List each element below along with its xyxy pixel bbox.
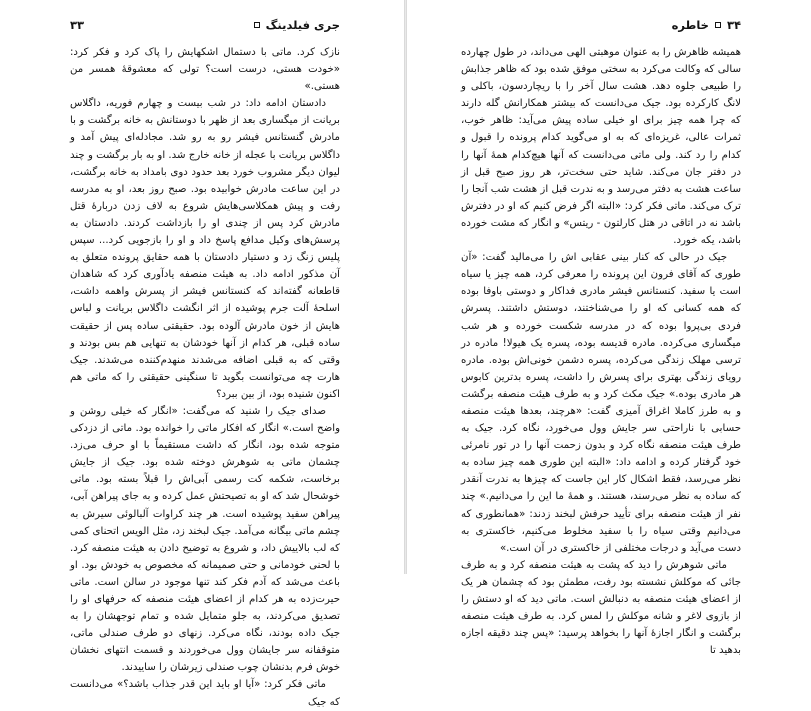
paragraph: جیک در حالی که کنار بینی عقابی اش را می‌مالید گفت: «آن طوری که آقای فرون این پرونده را معرفی کرد، همه چیز یا سیاه است یا سفید. کنستانس فیشر مادری فداکار و دوستی باوفا بوده که همه کسانی که او را می‌شناختند، دوستش داشتند. پسرش فردی بی‌پروا بوده که در مدرسه شکست خورده و هر شب میگساری می‌کرده. مادره قدیسه بوده، پسره یک هیولا! مادره در ترسی مهلک زندگی می‌کرده، پسره دشمن خونی‌اش بوده. مادره رویای زندگی بهتری برای پسرش را داشت، پسره بدترین کابوس هر مادری بوده.» جیک مکث کرد و به طرف هیئت منصفه برگشت و به طرز کاملا اغراق آمیزی گفت: «هرچند، بعدها هیئت منصفه حسابی با ناراحتی سر جایش وول می‌خورد، نگاه کرد. جیک به طرف هیئت منصفه نگاه کرد و بدون زحمت آنها را در تور نامرئی خود گرفتار کرده و ادامه داد: «البته این طوری همه چیز ساده به نظر می‌رسد، فقط اشکال کار این جاست که چیزها به ندرت آنقدر که ساده به نظر می‌رسند، هستند. و همهٔ ما این را می‌دانیم.» چند نفر از هیئت منصفه برای تأیید حرفش لبخند زدند: «همانطوری که می‌دانیم وقتی سیاه را با سفید مخلوط می‌کنیم، خاکستری به دست می‌آید و درجات مختلفی از خاکستری در آن است.» — [461, 252, 741, 554]
page-number: ۳۳ — [70, 18, 85, 32]
right-page-header — [461, 0, 741, 34]
left-header-title-group — [254, 18, 340, 32]
running-title: جری فیلدینگ — [265, 18, 340, 32]
left-page-body — [70, 44, 340, 711]
square-ornament-icon — [254, 22, 260, 28]
running-title: خاطره — [671, 18, 709, 32]
square-ornament-icon — [715, 22, 721, 28]
left-page — [0, 0, 404, 708]
paragraph: همیشه ظاهرش را به عنوان موهبتی الهی می‌داند، در طول چهارده سالی که وکالت می‌کرد به سختی موفق شده بود که ظاهر جذابش را طبیعی جلوه دهد. هشت سال آخر را با ریچاردسون، باکلی و لانگ کارکرده بود. جیک می‌دانست که بیشتر همکارانش گله دارند که چرا همه چیز برای او خیلی ساده پیش می‌آید: ظاهر خوب، ثمرات عالی، غریزه‌ای که به او می‌گوید کدام پرونده را قبول و کدام را رد کند. ولی ماتی می‌دانست که آنها هیچ‌کدام همهٔ آنها را در دفتر جان می‌کند. شاید حتی سخت‌تر، هر روز صبح قبل از ساعت هشت به دفتر می‌رسد و به ندرت قبل از هشت شب آنجا را ترک می‌کند. ماتی فکر کرد: «البته اگر فرض کنیم که او در دفترش باشد نه در اتاقی در هتل کارلتون - ریتس» و انگار که مشت خورده باشد، یکه خورد. — [461, 47, 741, 247]
paragraph: ماتی فکر کرد: «آیا او باید این قدر جذاب باشد؟» می‌دانست که جیک — [70, 679, 340, 708]
right-header-title-group — [672, 18, 741, 32]
paragraph: نازک کرد. ماتی با دستمال اشکهایش را پاک کرد و فکر کرد: «خودت هستی، درست است؟ تولی که معشوقهٔ همسر من هستی.» — [70, 47, 340, 93]
paragraph: صدای جیک را شنید که می‌گفت: «انگار که خیلی روشن و واضح است.» انگار که افکار ماتی را خوانده بود. ماتی از دزدکی متوجه شده بود، انگار که داشت مستقیماً با او حرف می‌زد. چشمان ماتی به شوهرش دوخته شده بود. جیک از جایش برخاست، شکمه کت رسمی آبی‌اش را قبلاً بسته بود. ماتی خوشحال شد که او به تصیحتش عمل کرده و به جای پیراهن آبی، پیراهن سفید پوشیده است. هر چند کراوات آلبالوئی سیرش به چشم ماتی بیگانه می‌آمد. جیک لبخند زد، مثل الویس اتحنای کمی که لب بالاییش داد، و شروع به توضیح دادن به هیئت منصفه کرد. با لحنی خودمانی و حتی صمیمانه که مخصوص به خودش بود. او باعث می‌شد که آدم فکر کند تنها موجود در سالن است. ماتی حیرت‌زده به هر کدام از اعضای هیئت منصفه که حرفهای او را تصدیق می‌کردند، به جلو متمایل شده و تمام توجهشان را به جیک داده بودند، نگاه می‌کرد. زنهای دو طرف صندلی ماتی، متوقفانه سر جایشان وول می‌خوردند و قسمت انتهای نخشان خوش فرم بدنشان چوب صندلی زیرشان را ساییدند. — [70, 405, 340, 674]
page-number: ۳۴ — [726, 18, 741, 32]
left-page-header — [70, 0, 340, 34]
right-page — [407, 0, 811, 657]
right-page-body — [461, 44, 741, 659]
paragraph: دادستان ادامه داد: در شب بیست و چهارم فوریه، داگلاس بریانت از میگساری بعد از ظهر با دوستانش به خانه برگشت و با مادرش گنستانس فیشر رو به رو شد. مجادله‌ای پیش آمد و داگلاس بریانت با عجله از خانه خارج شد. او به بار برگشت و چند لیوان دیگر مشروب خورد بعد حدود دوی بامداد به خانه برگشت، در این ساعت مادرش خوابیده بود. صبح روز بعد، او به مدرسه رفت و پیش همکلاسی‌هایش شروع به لاف زدن دربارهٔ قتل مادرش کرد پس از چندی او را بازداشت کردند. دادستان به پرسش‌های وکیل مدافع پاسخ داد و او را بازجویی کرد... سپس پلیس زنگ زد و دستیار دادستان با همه حقایق پرونده متعلق به آن مذکور ادامه داد. به هیئت منصفه یادآوری کرد که شاهدان قاطعانه گفته‌اند که کنستانس فیشر از پسرش واهمه داشت، اسلحهٔ آلت جرم پوشیده از اثر انگشت داگلاس بریانت و لباس هایش از خون مادرش آلوده بود. حقیقتی ساده پس از حقیقت ساده قبلی، هر کدام از آنها خودشان به تنهایی هم بس بودند و وقتی که به قبلی اضافه می‌شدند منهدم‌کننده می‌شدند. جیک هارت چه می‌توانست بگوید تا سنگینی حقیقتی را که ماتی هم اکنون شنیده بود، از بین ببرد؟ — [70, 98, 340, 400]
paragraph: ماتی شوهرش را دید که پشت به هیئت منصفه کرد و به طرف جائی که موکلش نشسته بود رفت، مطمئن بود که چشمان هر یک از اعضای هیئت منصفه به دنبالش است. ماتی دید که او دستش را از بازوی لاغر و شانه موکلش را لمس کرد. به طرف هیئت منصفه برگشت و انگار اجازهٔ آنها را بخواهد پرسید: «پس چند دقیقه اجازه بدهید تا — [461, 559, 741, 657]
